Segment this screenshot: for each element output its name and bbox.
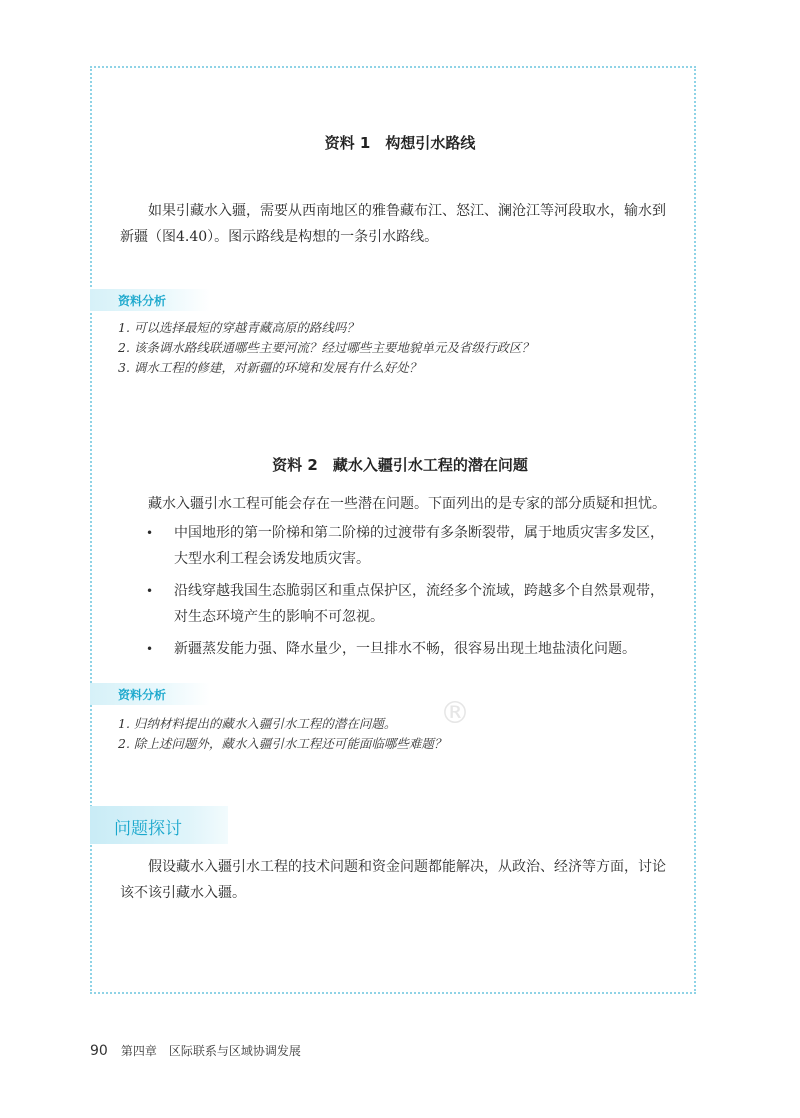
analysis-1-tag-label: 资料分析 bbox=[118, 294, 167, 308]
material-2-intro: 藏水入疆引水工程可能会存在一些潜在问题。下面列出的是专家的部分质疑和担忧。 bbox=[148, 496, 666, 512]
analysis-1-tag bbox=[90, 289, 210, 311]
chapter-title: 第四章 区际联系与区域协调发展 bbox=[120, 1044, 301, 1058]
bullet-dot: • bbox=[146, 584, 154, 598]
material-2-bullets bbox=[146, 520, 666, 668]
analysis-1-question: 1. 可以选择最短的穿越青藏高原的路线吗？ bbox=[118, 320, 359, 335]
bullet-item bbox=[146, 636, 666, 662]
page-footer bbox=[90, 1040, 301, 1059]
bullet-item bbox=[146, 520, 666, 572]
analysis-2-tag bbox=[90, 683, 210, 705]
bullet-text: 沿线穿越我国生态脆弱区和重点保护区，流经多个流域，跨越多个自然景观带，对生态环境产生的影响不可忽视。 bbox=[174, 583, 664, 625]
bullet-item bbox=[146, 578, 666, 630]
material-1-body: 如果引藏水入疆，需要从西南地区的雅鲁藏布江、怒江、澜沧江等河段取水，输水到新疆（图4.40）。图示路线是构想的一条引水路线。 bbox=[120, 203, 666, 245]
bullet-dot: • bbox=[146, 642, 154, 656]
bullet-dot: • bbox=[146, 526, 154, 540]
analysis-1-questions bbox=[118, 318, 678, 378]
analysis-1-question: 3. 调水工程的修建，对新疆的环境和发展有什么好处？ bbox=[118, 360, 422, 375]
analysis-1-question: 2. 该条调水路线联通哪些主要河流？经过哪些主要地貌单元及省级行政区？ bbox=[118, 340, 534, 355]
material-2-heading: 资料 2 藏水入疆引水工程的潜在问题 bbox=[272, 456, 528, 474]
discussion-title: 问题探讨 bbox=[114, 819, 182, 839]
analysis-2-questions bbox=[118, 714, 678, 754]
analysis-2-tag-label: 资料分析 bbox=[118, 688, 167, 702]
material-1-heading: 资料 1 构想引水路线 bbox=[324, 134, 476, 152]
bullet-text: 中国地形的第一阶梯和第二阶梯的过渡带有多条断裂带，属于地质灾害多发区，大型水利工程会诱发地质灾害。 bbox=[174, 525, 664, 567]
page-number: 90 bbox=[90, 1043, 108, 1059]
discussion-body: 假设藏水入疆引水工程的技术问题和资金问题都能解决，从政治、经济等方面，讨论该不该引藏水入疆。 bbox=[120, 859, 666, 901]
discussion-tab bbox=[90, 806, 228, 844]
publisher-watermark: ® bbox=[440, 696, 470, 731]
bullet-text: 新疆蒸发能力强、降水量少，一旦排水不畅，很容易出现土地盐渍化问题。 bbox=[174, 641, 636, 657]
analysis-2-question: 2. 除上述问题外，藏水入疆引水工程还可能面临哪些难题？ bbox=[118, 736, 447, 751]
analysis-2-question: 1. 归纳材料提出的藏水入疆引水工程的潜在问题。 bbox=[118, 716, 397, 731]
